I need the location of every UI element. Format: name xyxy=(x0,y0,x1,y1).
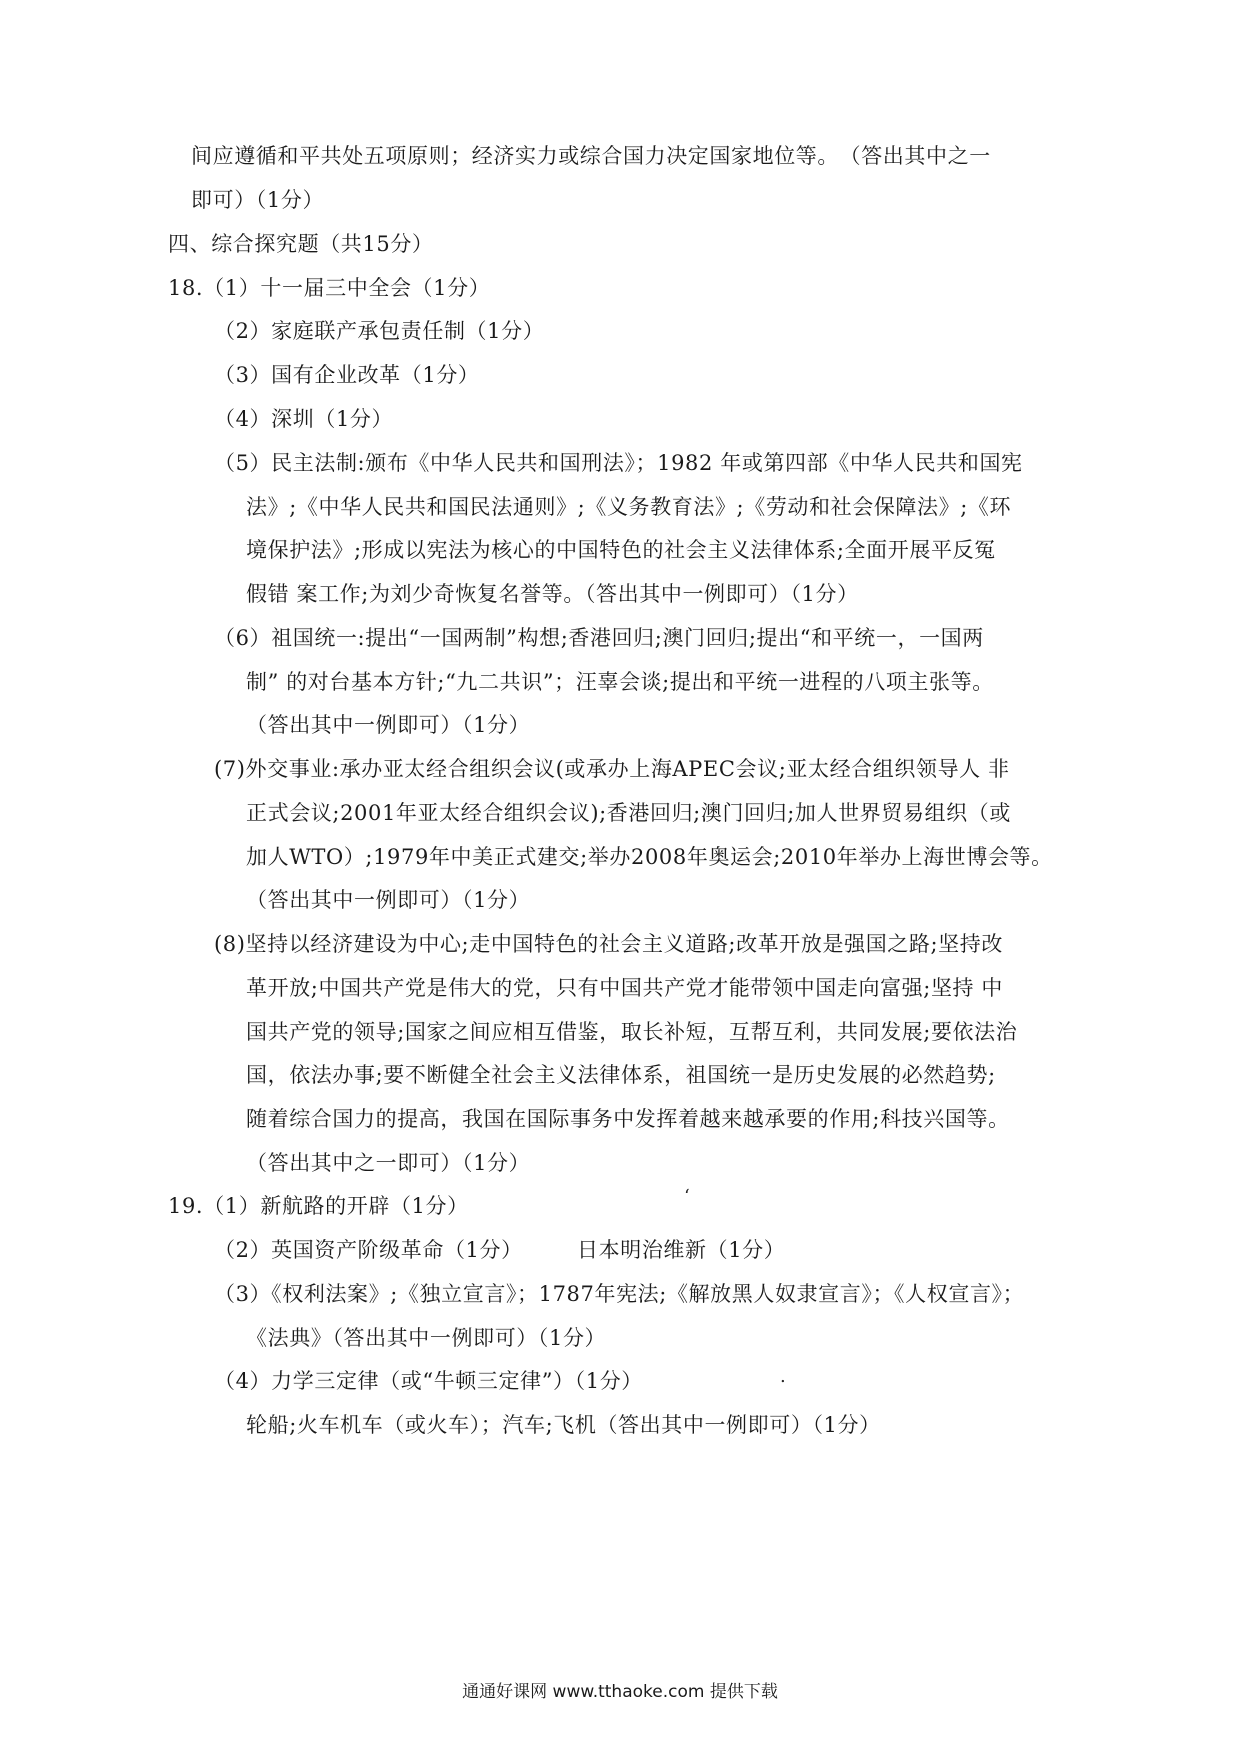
question-19-item-3: （3）《权利法案》;《独立宣言》；1787年宪法;《解放黑人奴隶宣言》；《人权宣言》； xyxy=(214,1282,1025,1306)
text-line: 国，依法办事;要不断健全社会主义法律体系，祖国统一是历史发展的必然趋势; xyxy=(246,1063,996,1087)
text-line: 轮船;火车机车（或火车）；汽车;飞机（答出其中一例即可）（1分） xyxy=(246,1413,881,1437)
text-line: （答出其中一例即可）（1分） xyxy=(246,713,531,737)
text-line: 制” 的对台基本方针;“九二共识”；汪辜会谈;提出和平统一进程的八项主张等。 xyxy=(246,670,994,694)
question-18-item-4: （4）深圳（1分） xyxy=(214,407,394,431)
question-18-item-8: (8)坚持以经济建设为中心;走中国特色的社会主义道路;改革开放是强国之路;坚持改 xyxy=(214,932,1003,956)
text-line: 革开放;中国共产党是伟大的党，只有中国共产党才能带领中国走向富强;坚持 中 xyxy=(246,976,1004,1000)
text-line: 假错 案工作;为刘少奇恢复名誉等。（答出其中一例即可）（1分） xyxy=(246,582,859,606)
text-line: 随着综合国力的提高，我国在国际事务中发挥着越来越承要的作用;科技兴国等。 xyxy=(246,1107,1010,1131)
question-19-item-4: （4）力学三定律（或“牛顿三定律”）（1分） xyxy=(214,1369,643,1393)
text-line: 国共产党的领导;国家之间应相互借鉴，取长补短，互帮互利，共同发展;要依法治 xyxy=(246,1020,1018,1044)
question-18-item-6: （6）祖国统一:提出“一国两制”构想;香港回归;澳门回归;提出“和平统一，一国两 xyxy=(214,626,984,650)
text-line: （答出其中一例即可）（1分） xyxy=(246,888,531,912)
text-line: （答出其中之一即可）（1分） xyxy=(246,1151,531,1175)
question-18-item-7: (7)外交事业:承办亚太经合组织会议(或承办上海APEC会议;亚太经合组织领导人 非 xyxy=(214,757,1010,781)
page-footer: 通通好课网 www.tthaoke.com 提供下载 xyxy=(462,1682,778,1702)
question-18-item-2: （2）家庭联产承包责任制（1分） xyxy=(214,319,545,343)
stray-mark: . xyxy=(780,1366,786,1387)
text-line: 境保护法》;形成以宪法为核心的中国特色的社会主义法律体系;全面开展平反冤 xyxy=(246,538,996,562)
question-19-item-1: 19.（1）新航路的开辟（1分） xyxy=(168,1194,469,1218)
text-line: 即可）（1分） xyxy=(191,188,325,212)
section-heading: 四、综合探究题（共15分） xyxy=(168,232,434,256)
text-line: 正式会议;2001年亚太经合组织会议);香港回归;澳门回归;加人世界贸易组织（或 xyxy=(246,801,1011,825)
question-18-item-3: （3）国有企业改革（1分） xyxy=(214,363,480,387)
text-line: 《法典》（答出其中一例即可）（1分） xyxy=(246,1326,607,1350)
question-18-item-1: 18.（1）十一届三中全会（1分） xyxy=(168,276,491,300)
text-line: 加人WTO）;1979年中美正式建交;举办2008年奥运会;2010年举办上海世博会等。 xyxy=(246,845,1053,869)
stray-mark: ‘ xyxy=(684,1186,690,1207)
text-line: 间应遵循和平共处五项原则；经济实力或综合国力决定国家地位等。 （答出其中之一 xyxy=(191,144,991,168)
text-line: 法》;《中华人民共和国民法通则》;《义务教育法》;《劳动和社会保障法》;《环 xyxy=(246,495,1012,519)
question-19-item-2: （2）英国资产阶级革命（1分） 日本明治维新（1分） xyxy=(214,1238,786,1262)
question-18-item-5: （5）民主法制:颁布《中华人民共和国刑法》；1982 年或第四部《中华人民共和国宪 xyxy=(214,451,1023,475)
